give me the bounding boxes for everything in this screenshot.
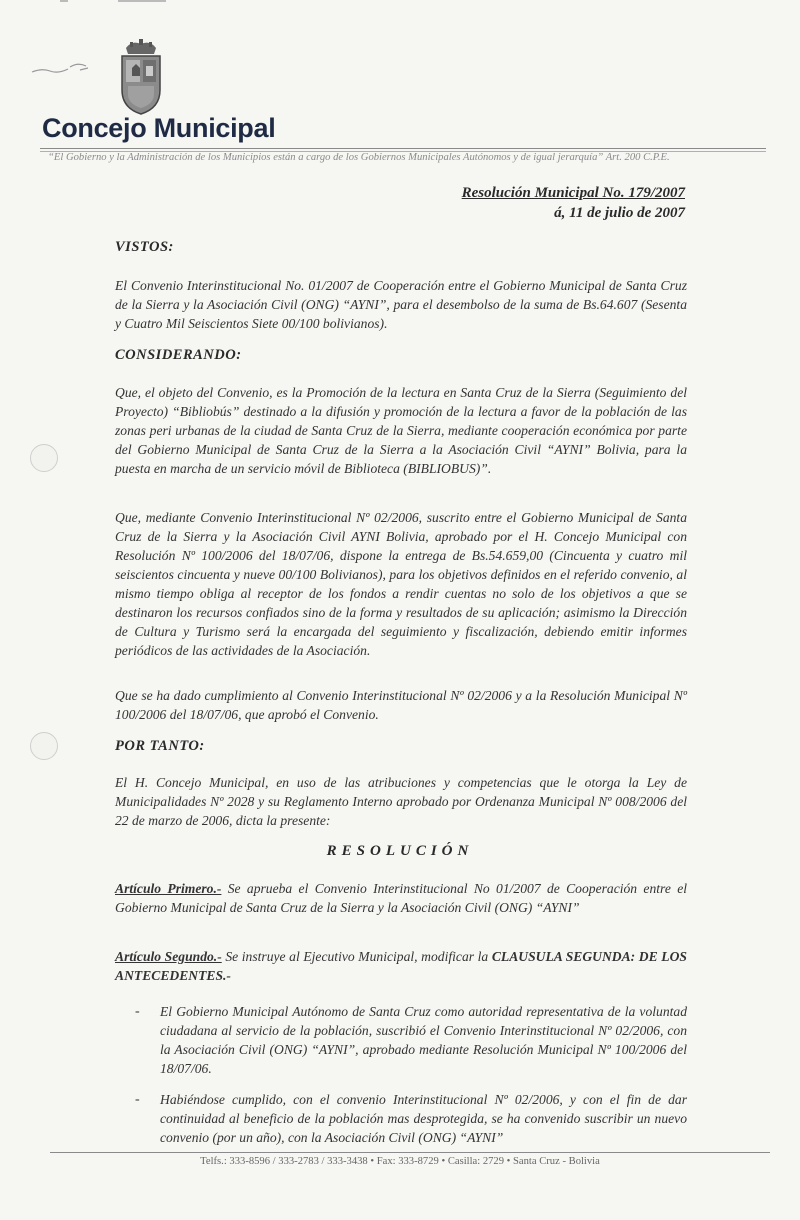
- por-tanto-paragraph: El H. Concejo Municipal, en uso de las atribuciones y competencias que le otorga la Ley de Municipalidades Nº 2028 y su Reglamento Interno aprobado por Ordenanza Municipal Nº 008/2006 del 22 de marzo de 2006, dicta la presente:: [115, 775, 687, 828]
- constitutional-motto: “El Gobierno y la Administración de los Municipios están a cargo de los Gobiernos Municipales Autónomos y de igual jerarquía” Art. 200 C.P.E.: [48, 152, 670, 163]
- article-first-text: Se aprueba el Convenio Interinstitucional No 01/2007 de Cooperación entre el Gobierno Municipal de Santa Cruz de la Sierra y la Asociación Civil (ONG) “AYNI”: [115, 881, 687, 915]
- footer-rule: [50, 1152, 770, 1153]
- article-first-label: Artículo Primero.-: [115, 881, 222, 896]
- considerando-paragraph-1: Que, el objeto del Convenio, es la Promoción de la lectura en Santa Cruz de la Sierra (Seguimiento del Proyecto) “Bibliobús” destinado a la difusión y promoción de la lectura a favor de la población de las zonas peri urbanas de la ciudad de Santa Cruz de la Sierra, mediante cooperación económica por parte del Gobierno Municipal de Santa Cruz de la Sierra a la Asociación Civil “AYNI” Bolivia, para la puesta en marcha de un servicio móvil de Biblioteca (BIBLIOBUS)”.: [115, 385, 687, 476]
- bullet-item-2: Habiéndose cumplido, con el convenio Interinstitucional Nº 02/2006, y con el fin de dar continuidad al beneficio de la población mas desprotegida, se ha convenido suscribir un nuevo convenio (por un año), con la Asociación Civil (ONG) “AYNI”: [160, 1092, 687, 1145]
- municipal-crest-icon: [112, 38, 170, 118]
- resolucion-title: RESOLUCIÓN: [326, 843, 474, 859]
- bullet-marker: -: [135, 1092, 140, 1107]
- punch-hole: [30, 732, 58, 760]
- considerando-paragraph-2: Que, mediante Convenio Interinstitucional Nº 02/2006, suscrito entre el Gobierno Municipal de Santa Cruz de la Sierra y la Asociación Civil AYNI Bolivia, aprobado por el H. Concejo Municipal con Resolución Nº 100/2006 del 18/07/06, dispone la entrega de Bs.54.659,00 (Cincuenta y cuatro mil seiscientos cincuenta y nueve 00/100 Bolivianos), para los objetivos definidos en el referido convenio, al mismo tiempo obliga al receptor de los fondos a rendir cuentas no solo de los objetivos a que se destinaron los recursos confiados sino de la forma y resultados de su aplicación; asimismo la Dirección de Cultura y Turismo será la encargada del seguimiento y fiscalización, debiendo emitir informes periódicos de las actividades de la Asociación.: [115, 510, 687, 658]
- punch-hole: [30, 444, 58, 472]
- ink-mark-icon: [30, 58, 100, 83]
- scan-artifact: [118, 0, 166, 2]
- vistos-paragraph: El Convenio Interinstitucional No. 01/2007 de Cooperación entre el Gobierno Municipal de Santa Cruz de la Sierra y la Asociación Civil (ONG) “AYNI”, para el desembolso de la suma de Bs.64.607 (Sesenta y Cuatro Mil Seiscientos Siete 00/100 bolivianos).: [115, 278, 687, 331]
- article-second-text: Se instruye al Ejecutivo Municipal, modificar la: [221, 949, 492, 964]
- scan-artifact: [60, 0, 68, 2]
- clausula-segunda-title: CLAUSULA SEGUNDA: DE LOS ANTECEDENTES.-: [115, 949, 687, 983]
- resolution-date: á, 11 de julio de 2007: [554, 205, 685, 221]
- por-tanto-heading: POR TANTO:: [115, 738, 205, 754]
- article-second: [115, 947, 687, 985]
- contact-footer: Telfs.: 333-8596 / 333-2783 / 333-3438 • Fax: 333-8729 • Casilla: 2729 • Santa Cruz - Bolivia: [200, 1156, 600, 1167]
- vistos-heading: VISTOS:: [115, 239, 174, 255]
- organization-name: Concejo Municipal: [42, 113, 276, 143]
- article-first: [115, 879, 687, 917]
- header-rule: [40, 148, 766, 149]
- article-second-label: Artículo Segundo.-: [115, 949, 222, 964]
- bullet-item-1: El Gobierno Municipal Autónomo de Santa Cruz como autoridad representativa de la voluntad ciudadana al servicio de la población, suscribió el Convenio Interinstitucional Nº 02/2006, con la Asociación Civil (ONG) “AYNI”, aprobado mediante Resolución Municipal Nº 100/2006 del 18/07/06.: [160, 1004, 687, 1076]
- bullet-marker: -: [135, 1004, 140, 1019]
- considerando-paragraph-3: Que se ha dado cumplimiento al Convenio Interinstitucional Nº 02/2006 y a la Resolución Municipal Nº 100/2006 del 18/07/06, que aprobó el Convenio.: [115, 688, 687, 722]
- resolution-number: Resolución Municipal No. 179/2007: [461, 185, 685, 201]
- considerando-heading: CONSIDERANDO:: [115, 347, 242, 363]
